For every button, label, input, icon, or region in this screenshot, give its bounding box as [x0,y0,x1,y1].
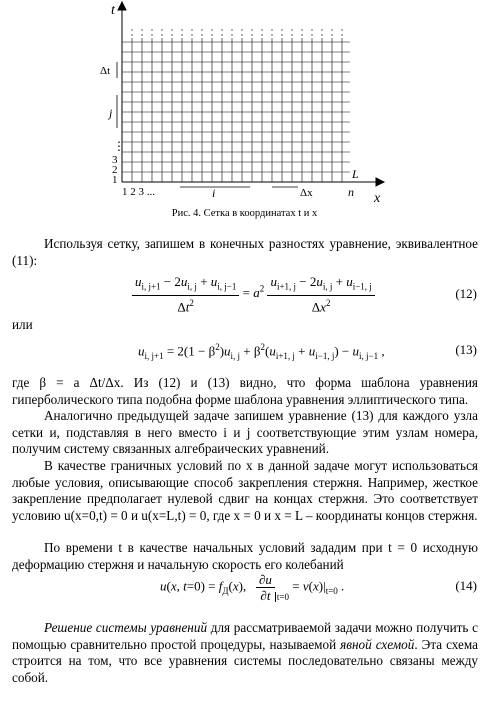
paragraph-6-emphasis: Решение системы уравнений [44,620,208,635]
paragraph-6-emphasis-2: явной схемой [340,636,415,652]
row-label-1: 1 [112,174,118,186]
equation-13: $u_{i, j+1} = 2(1 - \beta^2)u_{i, j} + \beta^2(u_{i+1, j} + u_{i-1, j}) - u_{i, j-1}$ , (13) [138,342,477,361]
dx-label: Δx [300,187,313,199]
vertical-dots: ⋮ [113,139,125,153]
paragraph-6-text-b: . Эта схема строится на том, что все уравнения системы последовательно связаны между собой. [12,636,478,685]
equation-14: u(x, $t=0) = f_Д(x)$, $\frac{\partial u}{\partial t}$ $_{t=0} = v(x)|_{t=0}$ . (14) [160,572,477,603]
paragraph-3: Аналогично предыдущей задаче запишем уравнение (13) для каждого узла сетки и, подставляя в него вместо i и j соответствующие этим узлам номера, получим систему связанных алгебраических уравнений. [12,408,478,457]
word-ili: или [12,317,33,332]
equation-12: $\frac{u_{i, j+1} - 2u_{i, j} + u_{i, j-1}}{\Delta t^2}$ = $a^2$ $\frac{u_{i+1, j} - 2u_{i, j} + u_{i-1, j}}{\Delta x^2}$ (12) [0,274,489,314]
dt-label: Δt [100,65,111,77]
paragraph-2: где β = a Δt/Δx. Из (12) и (13) видно, что форма шаблона уравнения гиперболического типа подобна форме шаблона уравнения эллиптического типа. [12,375,478,407]
j-label: j [109,106,113,120]
figure-caption: Рис. 4. Сетка в координатах t и x [171,208,318,219]
i-label: i [212,186,216,200]
eq12-number: (12) [455,286,477,301]
paragraph-6-text-a: для рассматриваемой задачи можно получить с помощью сравнительно простой процедуры, называемой [12,620,478,652]
row-label-3: 3 [112,154,118,166]
difference-grid [122,28,350,182]
col-labels: 1 2 3 ... [122,186,155,198]
axis-t-label: t [111,3,115,18]
eq13-number: (13) [455,342,477,357]
L-label: L [352,167,359,181]
grid-figure [0,0,489,206]
row-label-2: 2 [112,164,118,176]
n-label: n [348,185,354,199]
paragraph-4: В качестве граничных условий по x в данной задаче могут использоваться любые условия, описывающие способ закрепления стержня. Например, жесткое закрепление предполагает нулевой сдвиг на концах стержня. Это соответствует условию u(x=0,t) = 0 и u(x=L,t) = 0, где x = 0 и x = L – координаты концов стержня. [12,458,478,523]
paragraph-6 [12,620,478,686]
paragraph-1: Используя сетку, запишем в конечных разностях уравнение, эквивалентное (11): [12,236,478,268]
eq14-number: (14) [455,578,477,593]
axes [117,2,384,187]
axis-x-label: x [374,191,381,206]
paragraph-5: По времени t в качестве начальных условий зададим при t = 0 исходную деформацию стержня и начальную скорость его колебаний [12,540,478,572]
